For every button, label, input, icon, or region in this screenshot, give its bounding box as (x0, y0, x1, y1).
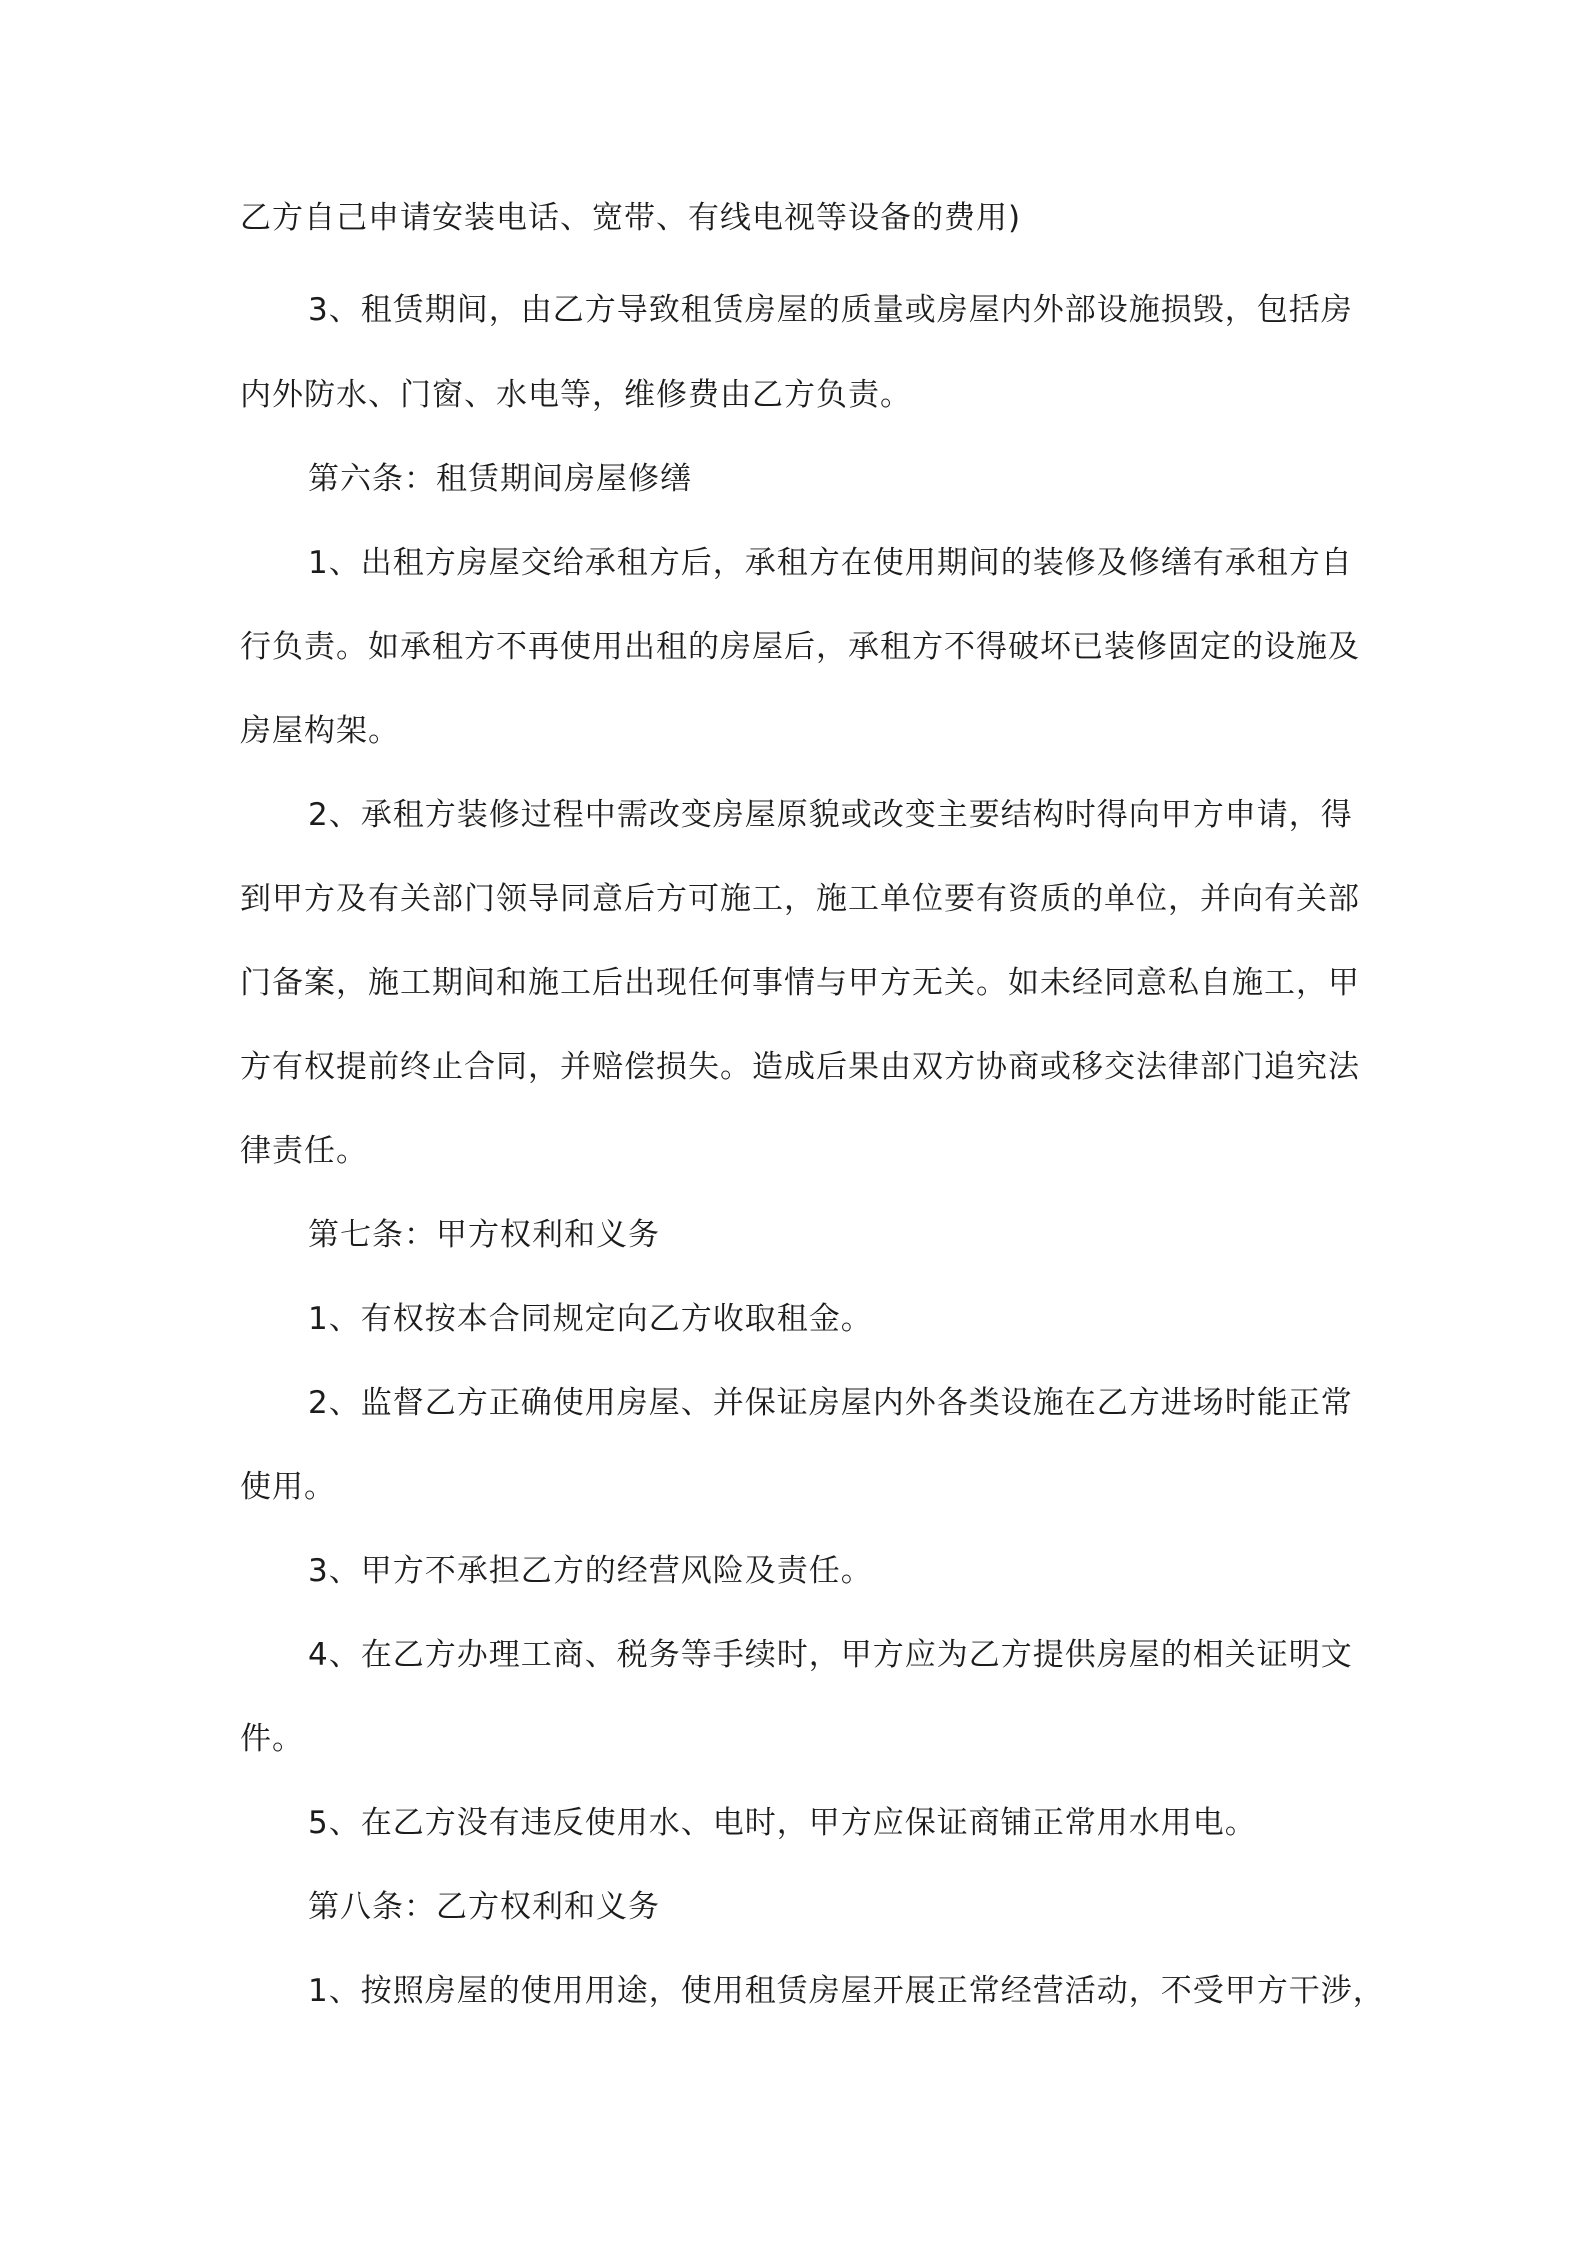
text-line: 内外防水、门窗、水电等，维修费由乙方负责。 (240, 377, 912, 413)
section-heading: 第八条：乙方权利和义务 (308, 1889, 660, 1925)
text-line: 乙方自己申请安装电话、宽带、有线电视等设备的费用) (240, 200, 1022, 236)
text-line: 方有权提前终止合同，并赔偿损失。造成后果由双方协商或移交法律部门追究法 (240, 1049, 1360, 1085)
text-line: 到甲方及有关部门领导同意后方可施工，施工单位要有资质的单位，并向有关部 (240, 881, 1360, 917)
section-heading: 第六条：租赁期间房屋修缮 (308, 461, 692, 497)
text-line: 4、在乙方办理工商、税务等手续时，甲方应为乙方提供房屋的相关证明文 (308, 1637, 1353, 1673)
text-line: 2、承租方装修过程中需改变房屋原貌或改变主要结构时得向甲方申请，得 (308, 797, 1353, 833)
text-line: 使用。 (240, 1469, 336, 1505)
text-line: 律责任。 (240, 1133, 368, 1169)
text-line: 2、监督乙方正确使用房屋、并保证房屋内外各类设施在乙方进场时能正常 (308, 1385, 1353, 1421)
section-heading: 第七条：甲方权利和义务 (308, 1217, 660, 1253)
text-line: 门备案，施工期间和施工后出现任何事情与甲方无关。如未经同意私自施工，甲 (240, 965, 1360, 1001)
text-line: 3、租赁期间，由乙方导致租赁房屋的质量或房屋内外部设施损毁，包括房 (308, 292, 1353, 328)
text-line: 件。 (240, 1721, 304, 1757)
text-line: 房屋构架。 (240, 713, 400, 749)
text-line: 5、在乙方没有违反使用水、电时，甲方应保证商铺正常用水用电。 (308, 1805, 1257, 1841)
text-line: 行负责。如承租方不再使用出租的房屋后，承租方不得破坏已装修固定的设施及 (240, 629, 1360, 665)
text-line: 3、甲方不承担乙方的经营风险及责任。 (308, 1553, 873, 1589)
text-line: 1、出租方房屋交给承租方后，承租方在使用期间的装修及修缮有承租方自 (308, 545, 1353, 581)
text-line: 1、有权按本合同规定向乙方收取租金。 (308, 1301, 873, 1337)
text-line: 1、按照房屋的使用用途，使用租赁房屋开展正常经营活动，不受甲方干涉， (308, 1973, 1385, 2009)
